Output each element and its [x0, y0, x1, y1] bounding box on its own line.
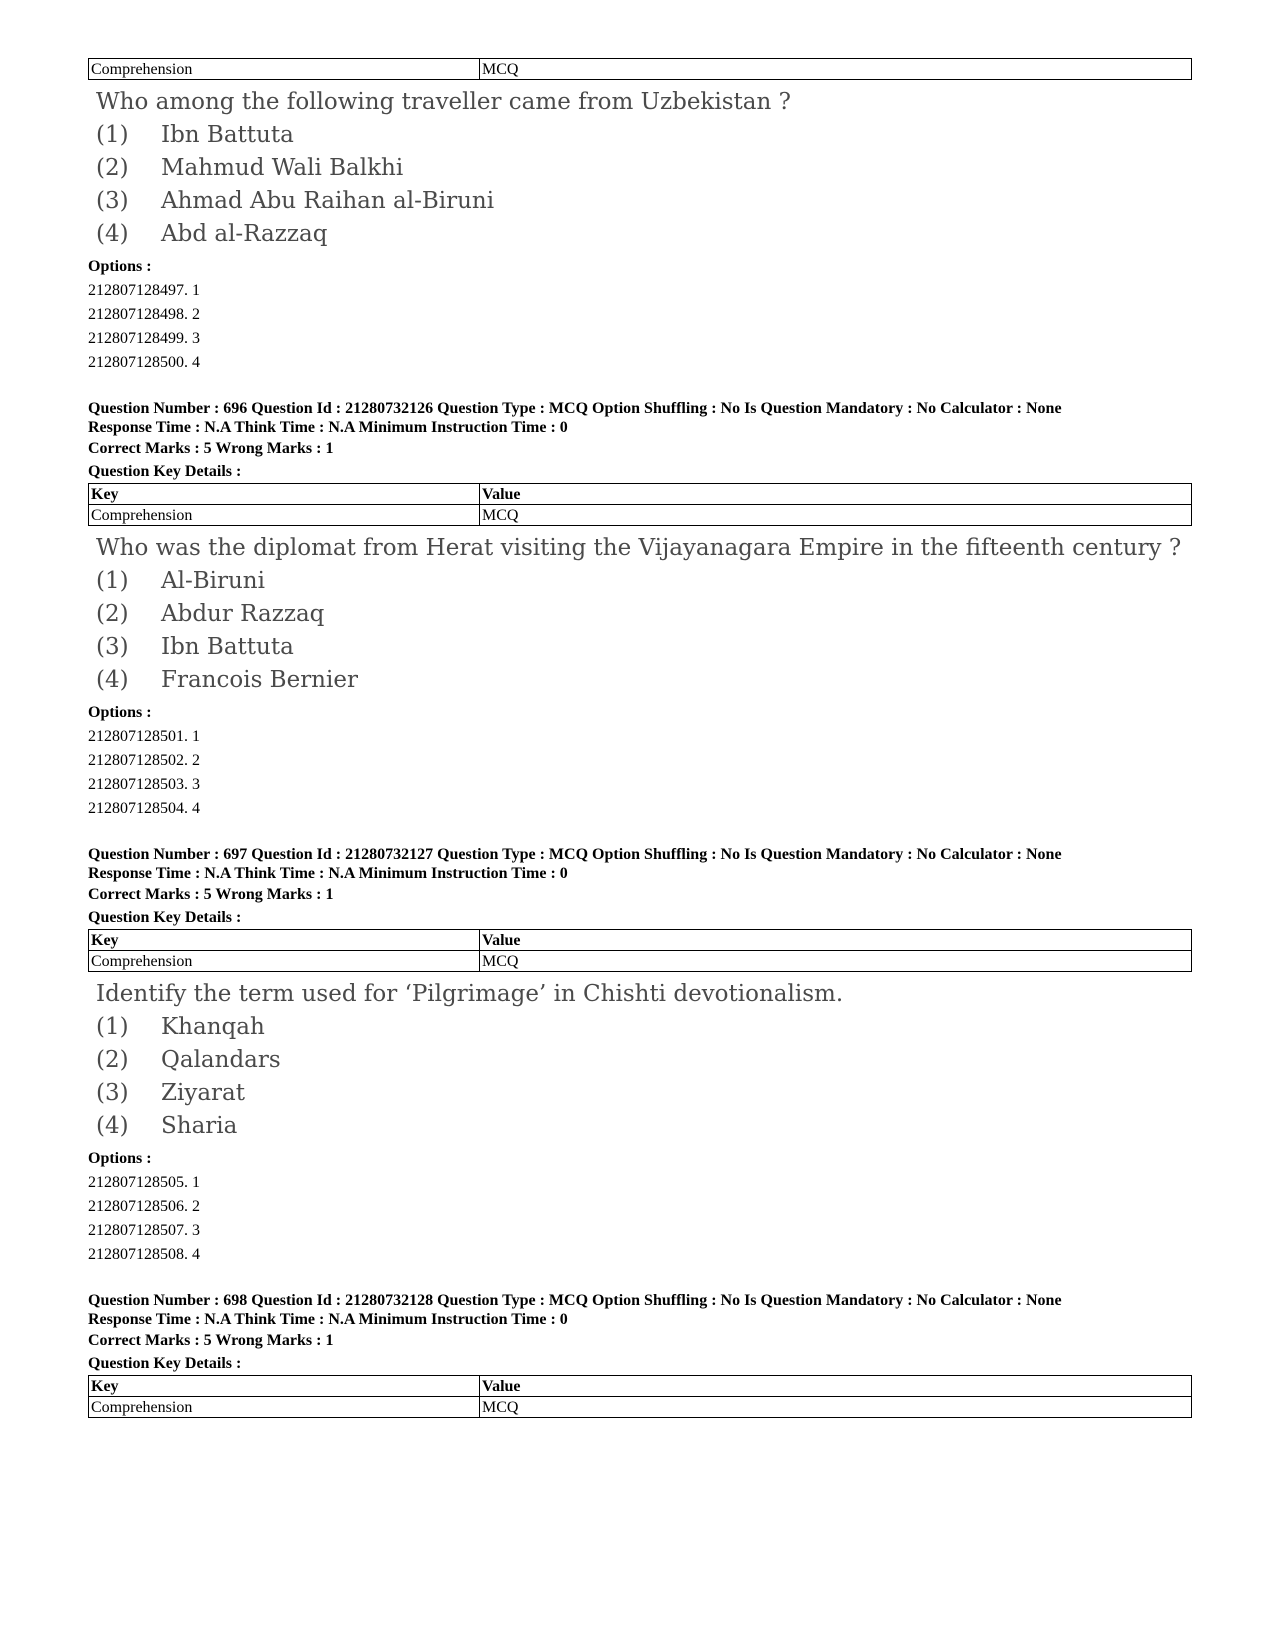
value-header: Value — [480, 484, 1192, 505]
value-cell: MCQ — [480, 59, 1192, 80]
key-value-table — [88, 1375, 1192, 1418]
question-meta-697: Question Number : 697 Question Id : 21280732127 Question Type : MCQ Option Shuffling : No Is Question Mandatory : No Calculator : None Response Time : N.A Think Time : N.A Minimum Instruction Time : 0 — [88, 846, 1062, 882]
question-image-696 — [96, 532, 1192, 697]
table-header-row — [89, 1376, 1192, 1397]
value-cell: MCQ — [480, 505, 1192, 526]
key-header: Key — [89, 930, 480, 951]
key-details-label: Question Key Details : — [88, 1355, 242, 1372]
key-cell: Comprehension — [89, 59, 480, 80]
option-id: 212807128508. 4 — [88, 1246, 200, 1263]
choice-item: (3) Ziyarat — [96, 1080, 245, 1106]
choice-item: (2) Qalandars — [96, 1047, 281, 1073]
choice-item: (4) Abd al-Razzaq — [96, 221, 328, 247]
key-value-table — [88, 483, 1192, 526]
choice-item: (4) Sharia — [96, 1113, 238, 1139]
option-id: 212807128503. 3 — [88, 776, 200, 793]
question-stem: Identify the term used for ‘Pilgrimage’ in Chishti devotionalism. — [96, 981, 844, 1007]
marks-line: Correct Marks : 5 Wrong Marks : 1 — [88, 1332, 334, 1349]
value-cell: MCQ — [480, 951, 1192, 972]
question-meta-698: Question Number : 698 Question Id : 21280732128 Question Type : MCQ Option Shuffling : No Is Question Mandatory : No Calculator : None Response Time : N.A Think Time : N.A Minimum Instruction Time : 0 — [88, 1292, 1062, 1328]
marks-line: Correct Marks : 5 Wrong Marks : 1 — [88, 886, 334, 903]
value-header: Value — [480, 930, 1192, 951]
choice-item: (3) Ibn Battuta — [96, 634, 294, 660]
option-id: 212807128499. 3 — [88, 330, 200, 347]
value-cell: MCQ — [480, 1397, 1192, 1418]
marks-line: Correct Marks : 5 Wrong Marks : 1 — [88, 440, 334, 457]
key-cell: Comprehension — [89, 951, 480, 972]
question-image-695 — [96, 86, 1192, 251]
option-id: 212807128502. 2 — [88, 752, 200, 769]
option-id: 212807128505. 1 — [88, 1174, 200, 1191]
table-header-row — [89, 930, 1192, 951]
table-row — [89, 59, 1192, 80]
table-row — [89, 1397, 1192, 1418]
option-id: 212807128506. 2 — [88, 1198, 200, 1215]
key-value-table — [88, 58, 1192, 80]
choice-item: (2) Mahmud Wali Balkhi — [96, 155, 404, 181]
choice-item: (1) Ibn Battuta — [96, 122, 294, 148]
choice-item: (1) Al-Biruni — [96, 568, 265, 594]
choice-item: (1) Khanqah — [96, 1014, 265, 1040]
options-label: Options : — [88, 704, 152, 721]
question-meta-696: Question Number : 696 Question Id : 21280732126 Question Type : MCQ Option Shuffling : No Is Question Mandatory : No Calculator : None Response Time : N.A Think Time : N.A Minimum Instruction Time : 0 — [88, 400, 1062, 436]
choice-item: (4) Francois Bernier — [96, 667, 358, 693]
key-cell: Comprehension — [89, 1397, 480, 1418]
option-id: 212807128504. 4 — [88, 800, 200, 817]
options-label: Options : — [88, 258, 152, 275]
option-id: 212807128507. 3 — [88, 1222, 200, 1239]
key-header: Key — [89, 484, 480, 505]
question-stem: Who was the diplomat from Herat visiting the Vijayanagara Empire in the fifteenth century ? — [96, 535, 1182, 561]
options-label: Options : — [88, 1150, 152, 1167]
key-cell: Comprehension — [89, 505, 480, 526]
key-details-label: Question Key Details : — [88, 909, 242, 926]
question-stem: Who among the following traveller came from Uzbekistan ? — [96, 89, 791, 115]
key-details-label: Question Key Details : — [88, 463, 242, 480]
table-row — [89, 505, 1192, 526]
choice-item: (3) Ahmad Abu Raihan al-Biruni — [96, 188, 495, 214]
value-header: Value — [480, 1376, 1192, 1397]
option-id: 212807128501. 1 — [88, 728, 200, 745]
key-value-table — [88, 929, 1192, 972]
table-row — [89, 951, 1192, 972]
option-id: 212807128497. 1 — [88, 282, 200, 299]
key-header: Key — [89, 1376, 480, 1397]
table-header-row — [89, 484, 1192, 505]
option-id: 212807128498. 2 — [88, 306, 200, 323]
question-image-697 — [96, 978, 1192, 1143]
choice-item: (2) Abdur Razzaq — [96, 601, 325, 627]
document-page — [88, 58, 1192, 1418]
option-id: 212807128500. 4 — [88, 354, 200, 371]
